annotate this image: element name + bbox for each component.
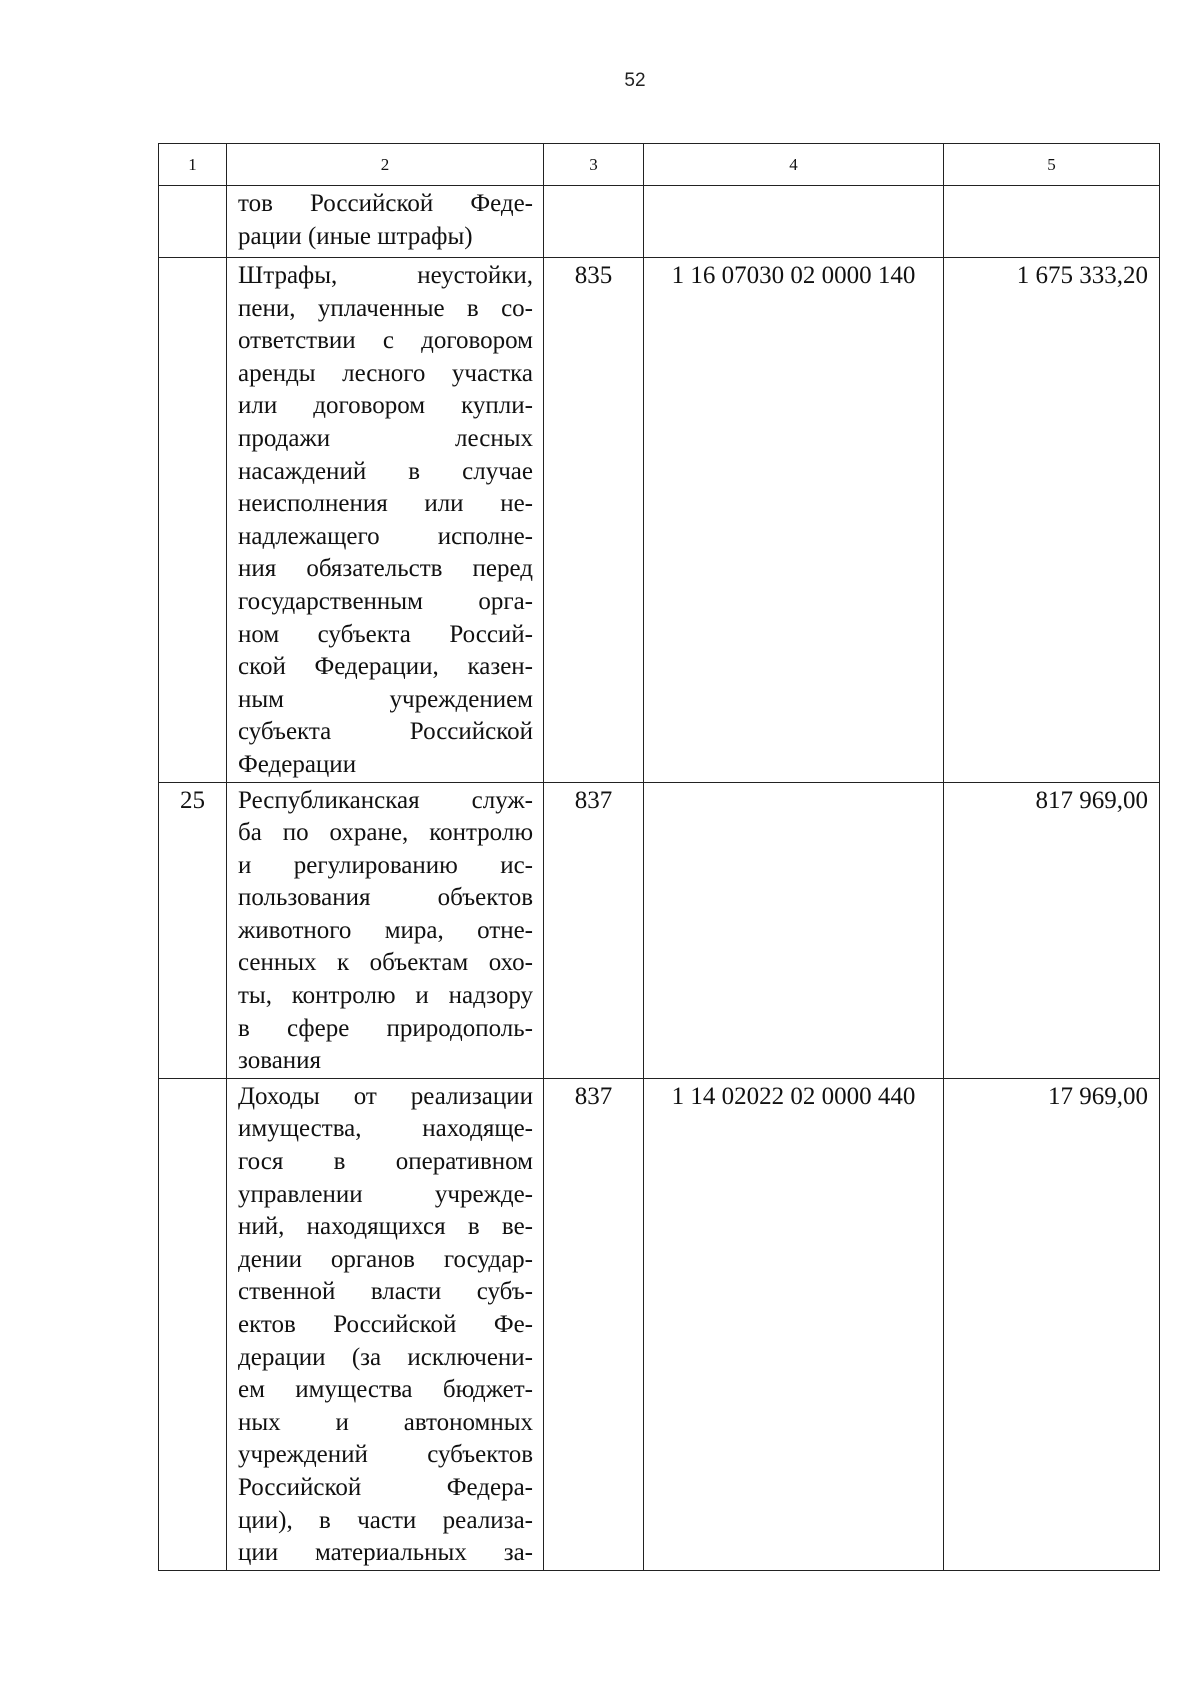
budget-classification-code: 1 16 07030 02 0000 140 <box>644 258 944 783</box>
description-line: аренды лесного участка <box>238 359 533 387</box>
table-row <box>159 186 1160 258</box>
page-number: 52 <box>624 70 646 91</box>
description-line: ном субъекта Россий- <box>238 620 533 648</box>
budget-classification-code <box>644 782 944 1078</box>
table-row <box>159 258 1160 783</box>
amount: 17 969,00 <box>944 1078 1160 1570</box>
description-line: Штрафы, неустойки, <box>238 262 533 289</box>
budget-classification-code <box>644 186 944 258</box>
description-line: насаждений в случае <box>238 457 533 485</box>
row-number: 25 <box>159 782 227 1078</box>
amount: 1 675 333,20 <box>944 258 1160 783</box>
description-line: ных и автономных <box>238 1408 533 1436</box>
description-line: государственным орга- <box>238 587 533 615</box>
description-line: ектов Российской Фе- <box>238 1311 533 1338</box>
column-number-1: 1 <box>159 144 227 186</box>
description-line: управлении учрежде- <box>238 1180 533 1208</box>
description-line: ской Федерации, казен- <box>238 653 533 681</box>
description-line: Доходы от реализации <box>238 1082 533 1110</box>
column-number-5: 5 <box>944 144 1160 186</box>
row-description <box>227 1078 544 1570</box>
description-line: Федерации <box>238 750 357 778</box>
amount: 817 969,00 <box>944 782 1160 1078</box>
description-line: дерации (за исключени- <box>238 1343 533 1371</box>
description-line: Республиканская служ- <box>238 786 533 814</box>
description-line: рации (иные штрафы) <box>238 222 473 250</box>
description-line: ний, находящихся в ве- <box>238 1213 533 1241</box>
description-line: ции материальных за- <box>238 1539 533 1567</box>
table-row <box>159 1078 1160 1570</box>
description-line: тов Российской Феде- <box>238 190 533 217</box>
description-line: ным учреждением <box>238 685 533 713</box>
description-line: имущества, находяще- <box>238 1115 533 1143</box>
row-description <box>227 258 544 783</box>
description-line: ты, контролю и надзору <box>238 982 533 1010</box>
description-line: ем имущества бюджет- <box>238 1376 533 1404</box>
admin-code <box>544 186 644 258</box>
column-number-3: 3 <box>544 144 644 186</box>
description-line: ния обязательств перед <box>238 555 533 583</box>
description-line: пени, уплаченные в со- <box>238 294 533 322</box>
table-row <box>159 782 1160 1078</box>
description-line: пользования объектов <box>238 884 533 912</box>
description-line: дении органов государ- <box>238 1245 533 1273</box>
description-line: ответствии с договором <box>238 327 533 355</box>
description-line: в сфере природополь- <box>238 1014 533 1042</box>
description-line: гося в оперативном <box>238 1148 533 1176</box>
description-line: надлежащего исполне- <box>238 522 533 550</box>
description-line: ственной власти субъ- <box>238 1278 533 1306</box>
description-line: Российской Федера- <box>238 1473 533 1501</box>
description-line: учреждений субъектов <box>238 1441 533 1469</box>
column-number-4: 4 <box>644 144 944 186</box>
description-line: зования <box>238 1047 322 1075</box>
description-line: неисполнения или не- <box>238 490 533 518</box>
revenue-table <box>158 143 1160 1571</box>
description-line: животного мира, отне- <box>238 916 533 944</box>
row-description <box>227 186 544 258</box>
description-line: ба по охране, контролю <box>238 819 533 847</box>
description-line: сенных к объектам охо- <box>238 949 533 977</box>
row-number <box>159 258 227 783</box>
column-numbers-row <box>159 144 1160 186</box>
admin-code: 835 <box>544 258 644 783</box>
row-number <box>159 1078 227 1570</box>
admin-code: 837 <box>544 1078 644 1570</box>
description-line: субъекта Российской <box>238 718 533 746</box>
description-line: ции), в части реализа- <box>238 1506 533 1534</box>
description-line: и регулированию ис- <box>238 851 533 879</box>
description-line: продажи лесных <box>238 424 533 452</box>
admin-code: 837 <box>544 782 644 1078</box>
column-number-2: 2 <box>227 144 544 186</box>
budget-classification-code: 1 14 02022 02 0000 440 <box>644 1078 944 1570</box>
amount <box>944 186 1160 258</box>
row-number <box>159 186 227 258</box>
row-description <box>227 782 544 1078</box>
description-line: или договором купли- <box>238 392 533 420</box>
